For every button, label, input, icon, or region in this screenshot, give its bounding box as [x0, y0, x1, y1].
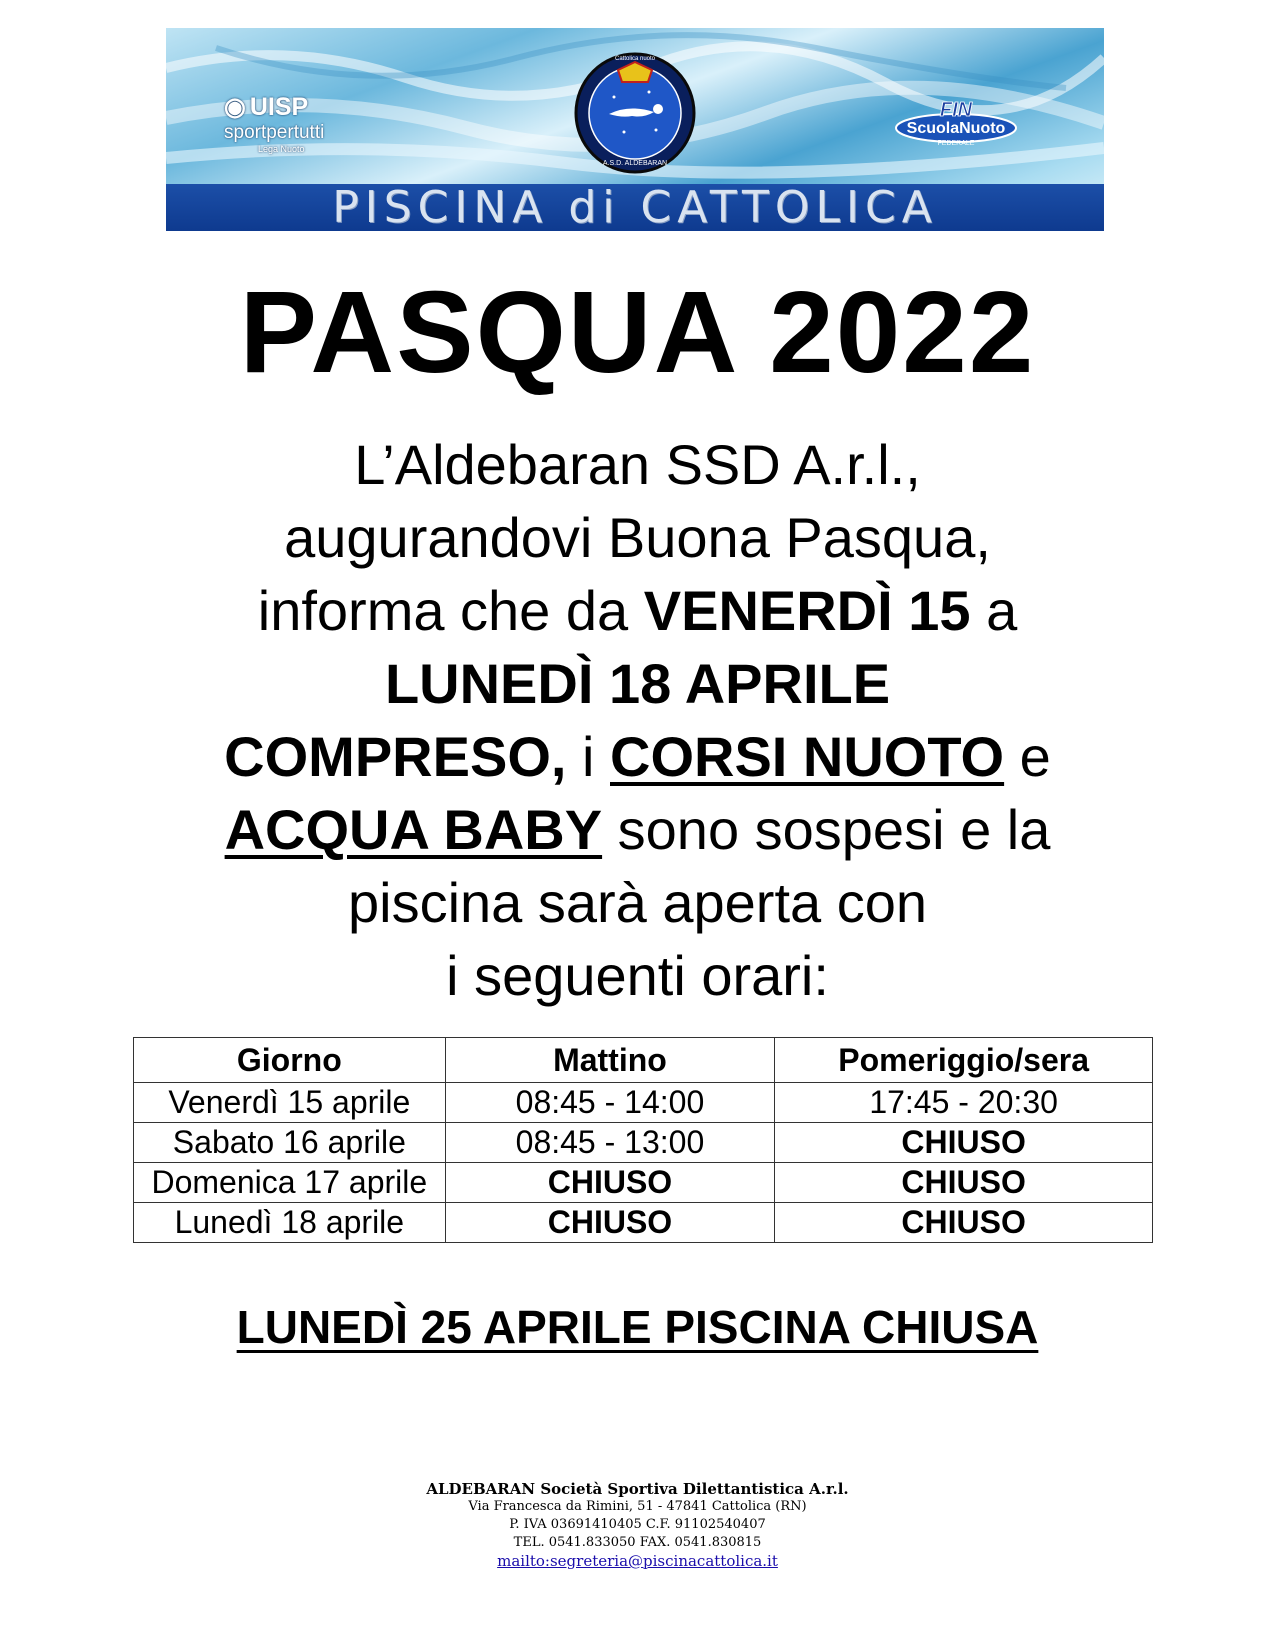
table-cell: 08:45 - 14:00 [445, 1083, 775, 1123]
logo-caption: A.S.D. ALDEBARAN [602, 160, 668, 167]
announcement-line-4: LUNEDÌ 18 APRILE [384, 652, 891, 715]
table-row [134, 1203, 1153, 1243]
footer-address: Via Francesca da Rimini, 51 - 47841 Cattolica (RN) [468, 1499, 807, 1514]
uisp-logo: ◉ UISP sportpertutti Lega Nuoto [224, 92, 325, 154]
page-title: PASQUA 2022 [239, 267, 1036, 397]
banner-title-strip [166, 184, 1104, 231]
table-cell: Sabato 16 aprile [134, 1123, 446, 1163]
logo-caption-top: Cattolica nuoto [614, 56, 656, 62]
banner-title: PISCINA di CATTOLICA [332, 182, 938, 231]
footer-email-link[interactable]: mailto:segreteria@piscinacattolica.it [497, 1552, 778, 1570]
table-header-row [134, 1038, 1153, 1083]
announcement-line-3: informa che da VENERDÌ 15 a [257, 579, 1018, 642]
announcement-line-1: L’Aldebaran SSD A.r.l., [354, 433, 921, 496]
table-cell: Domenica 17 aprile [134, 1163, 446, 1203]
table-cell: 08:45 - 13:00 [445, 1123, 775, 1163]
announcement-line-6: ACQUA BABY sono sospesi e la [224, 798, 1051, 861]
footer-tax-ids: P. IVA 03691410405 C.F. 91102540407 [509, 1517, 766, 1532]
announcement-line-8: i seguenti orari: [446, 944, 829, 1007]
aldebaran-logo [574, 52, 696, 174]
table-cell: CHIUSO [445, 1163, 775, 1203]
table-cell: CHIUSO [775, 1163, 1153, 1203]
footer-phone: TEL. 0541.833050 FAX. 0541.830815 [513, 1535, 762, 1550]
table-cell: CHIUSO [775, 1203, 1153, 1243]
announcement-line-2: augurandovi Buona Pasqua, [284, 506, 991, 569]
announcement-line-5: COMPRESO, i CORSI NUOTO e [224, 725, 1051, 788]
column-header: Mattino [445, 1038, 775, 1083]
footer-company-name: ALDEBARAN Società Sportiva Dilettantistica A.r.l. [426, 1480, 849, 1498]
column-header: Pomeriggio/sera [775, 1038, 1153, 1083]
table-cell: 17:45 - 20:30 [775, 1083, 1153, 1123]
announcement-text [60, 428, 1215, 1012]
fin-small-label: FEDERALE [937, 140, 975, 147]
column-header: Giorno [134, 1038, 446, 1083]
table-cell: CHIUSO [445, 1203, 775, 1243]
footer [0, 1480, 1275, 1572]
table-cell: Venerdì 15 aprile [134, 1083, 446, 1123]
header-banner [166, 28, 1104, 231]
table-cell: Lunedì 18 aprile [134, 1203, 446, 1243]
fin-scuola-nuoto-logo [894, 98, 1018, 168]
announcement-line-7: piscina sarà aperta con [347, 871, 927, 934]
schedule-table [133, 1037, 1153, 1243]
closure-notice: LUNEDÌ 25 APRILE PISCINA CHIUSA [236, 1301, 1039, 1353]
fin-sub-label: ScuolaNuoto [906, 120, 1006, 137]
table-row [134, 1083, 1153, 1123]
table-row [134, 1123, 1153, 1163]
table-cell: CHIUSO [775, 1123, 1153, 1163]
fin-label: FIN [939, 99, 973, 121]
table-row [134, 1163, 1153, 1203]
runner-icon: ◉ [224, 93, 246, 121]
